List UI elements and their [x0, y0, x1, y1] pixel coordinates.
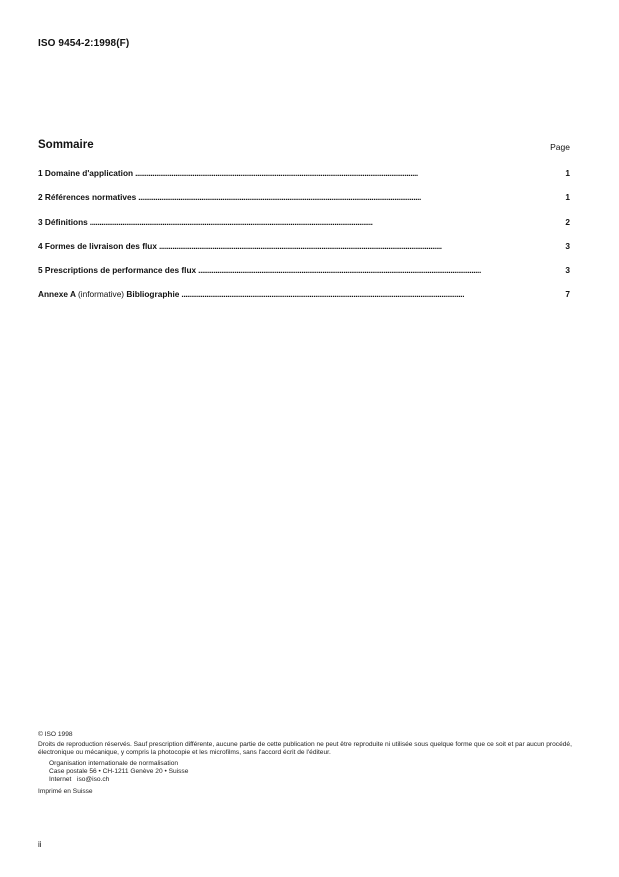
internet-email[interactable]: iso@iso.ch — [77, 776, 110, 784]
toc-entry-label: 3 Définitions — [38, 216, 88, 227]
toc-entry-page: 1 — [565, 192, 570, 203]
toc-header — [38, 139, 570, 155]
toc-entry-1[interactable] — [38, 168, 570, 192]
annex-note: (informative) — [77, 289, 125, 300]
document-id: ISO 9454-2:1998(F) — [38, 38, 130, 49]
toc-leader — [135, 168, 564, 178]
toc-entry-annex-a[interactable] — [38, 289, 570, 313]
copyright-footer — [38, 731, 578, 796]
org-address: Case postale 56 • CH-1211 Genève 20 • Suisse — [49, 768, 189, 776]
copyright-line: © ISO 1998 — [38, 731, 73, 738]
toc-entry-4[interactable] — [38, 241, 570, 265]
org-name: Organisation internationale de normalisation — [49, 760, 179, 768]
toc-entry-3[interactable] — [38, 217, 570, 241]
internet-label: Internet — [49, 776, 72, 784]
toc-entry-page: 3 — [565, 240, 570, 251]
page-number: ii — [38, 840, 42, 849]
rights-notice: Droits de reproduction réservés. Sauf prescription différente, aucune partie de cette publication ne peut être reproduite ni utilisée sous quelque forme que ce soit et par aucun procédé, électronique ou mécanique, y compris la photocopie et les microfilms, sans l'accord écrit de l'éditeur. — [38, 741, 572, 757]
org-internet — [49, 776, 578, 784]
toc-title: Sommaire — [38, 139, 94, 151]
toc-leader — [138, 192, 564, 202]
annex-title: Bibliographie — [126, 289, 180, 300]
toc-entry-page: 1 — [565, 168, 570, 178]
organisation-block — [38, 760, 578, 784]
toc-entry-page: 7 — [565, 289, 570, 300]
toc-entry-label: 1 Domaine d'application — [38, 168, 134, 178]
toc-entry-page: 3 — [565, 265, 570, 276]
toc-entry-label: 5 Prescriptions de performance des flux — [38, 265, 197, 276]
toc-entry-5[interactable] — [38, 265, 570, 289]
printed-in: Imprimé en Suisse — [38, 787, 93, 795]
toc-page-label: Page — [550, 142, 570, 152]
annex-prefix: Annexe A — [38, 289, 76, 300]
toc-leader — [181, 289, 564, 299]
table-of-contents — [38, 168, 570, 314]
toc-leader — [198, 265, 564, 275]
toc-leader — [90, 217, 565, 227]
toc-entry-page: 2 — [565, 216, 570, 227]
toc-annex-label — [38, 289, 179, 299]
toc-entry-label: 2 Références normatives — [38, 192, 137, 203]
toc-leader — [159, 241, 564, 251]
toc-entry-2[interactable] — [38, 192, 570, 216]
toc-entry-label: 4 Formes de livraison des flux — [38, 240, 157, 251]
